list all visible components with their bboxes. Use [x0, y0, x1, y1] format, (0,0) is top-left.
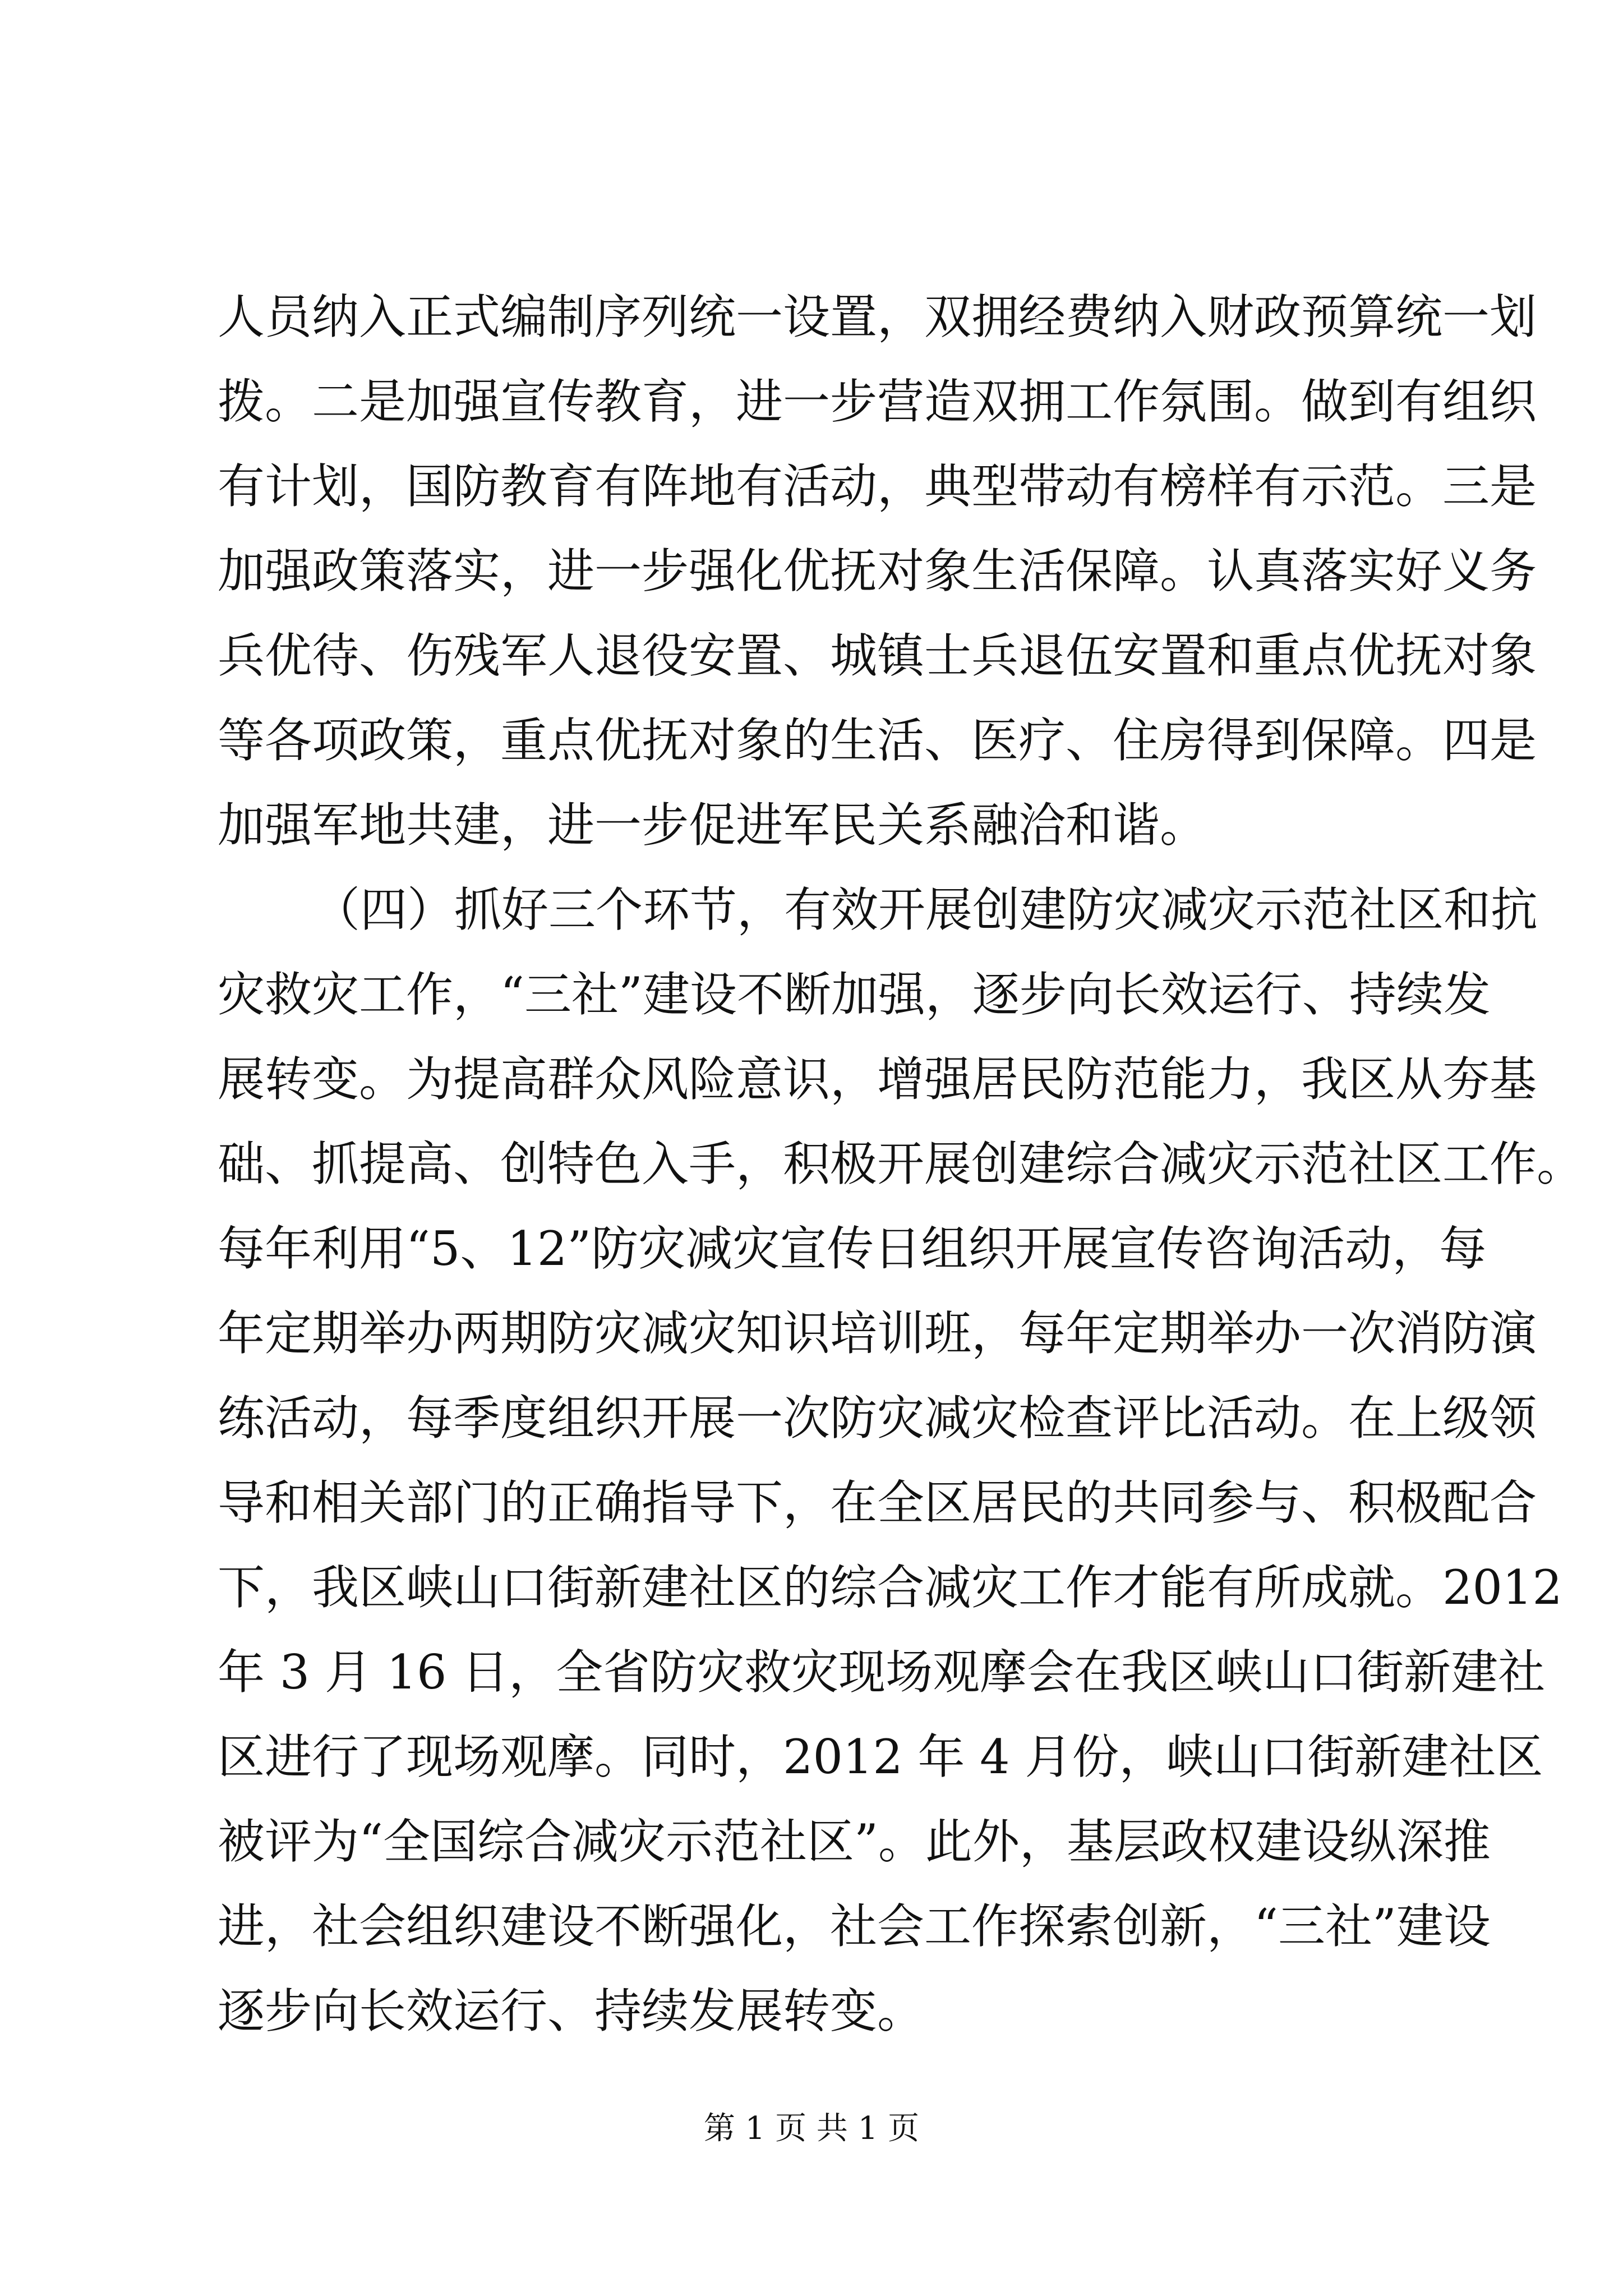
- body-line-7: 加强军地共建，进一步促进军民关系融洽和谐。: [218, 798, 1207, 853]
- body-line-17: 年 3 月 16 日，全省防灾救灾现场观摩会在我区峡山口街新建社: [218, 1645, 1546, 1700]
- body-line-5: 兵优待、伤残军人退役安置、城镇士兵退伍安置和重点优抚对象: [218, 628, 1537, 683]
- body-line-18: 区进行了现场观摩。同时，2012 年 4 月份，峡山口街新建社区: [218, 1729, 1543, 1784]
- body-line-6: 等各项政策，重点优抚对象的生活、医疗、住房得到保障。四是: [218, 713, 1537, 768]
- body-line-1: 人员纳入正式编制序列统一设置，双拥经费纳入财政预算统一划: [218, 289, 1537, 344]
- body-line-10: 展转变。为提高群众风险意识，增强居民防范能力，我区从夯基: [218, 1052, 1537, 1107]
- body-line-9: 灾救灾工作，“三社”建设不断加强，逐步向长效运行、持续发: [218, 967, 1491, 1022]
- body-line-19: 被评为“全国综合减灾示范社区”。此外，基层政权建设纵深推: [218, 1814, 1491, 1869]
- body-line-14: 练活动，每季度组织开展一次防灾减灾检查评比活动。在上级领: [218, 1391, 1537, 1446]
- body-line-21: 逐步向长效运行、持续发展转变。: [218, 1984, 925, 2039]
- body-line-2: 拨。二是加强宣传教育，进一步营造双拥工作氛围。做到有组织: [218, 374, 1537, 429]
- body-line-8: （四）抓好三个环节，有效开展创建防灾减灾示范社区和抗: [313, 882, 1538, 937]
- body-line-4: 加强政策落实，进一步强化优抚对象生活保障。认真落实好义务: [218, 544, 1537, 599]
- body-line-13: 年定期举办两期防灾减灾知识培训班，每年定期举办一次消防演: [218, 1306, 1537, 1361]
- body-line-20: 进，社会组织建设不断强化，社会工作探索创新，“三社”建设: [218, 1899, 1491, 1954]
- page-footer: 第 1 页 共 1 页: [703, 2110, 920, 2147]
- body-line-3: 有计划，国防教育有阵地有活动，典型带动有榜样有示范。三是: [218, 459, 1537, 514]
- body-line-16: 下，我区峡山口街新建社区的综合减灾工作才能有所成就。2012: [218, 1560, 1562, 1615]
- body-line-11: 础、抓提高、创特色入手，积极开展创建综合减灾示范社区工作。: [218, 1137, 1584, 1191]
- body-line-15: 导和相关部门的正确指导下，在全区居民的共同参与、积极配合: [218, 1475, 1537, 1530]
- body-line-12: 每年利用“5、12”防灾减灾宣传日组织开展宣传咨询活动，每: [218, 1221, 1487, 1276]
